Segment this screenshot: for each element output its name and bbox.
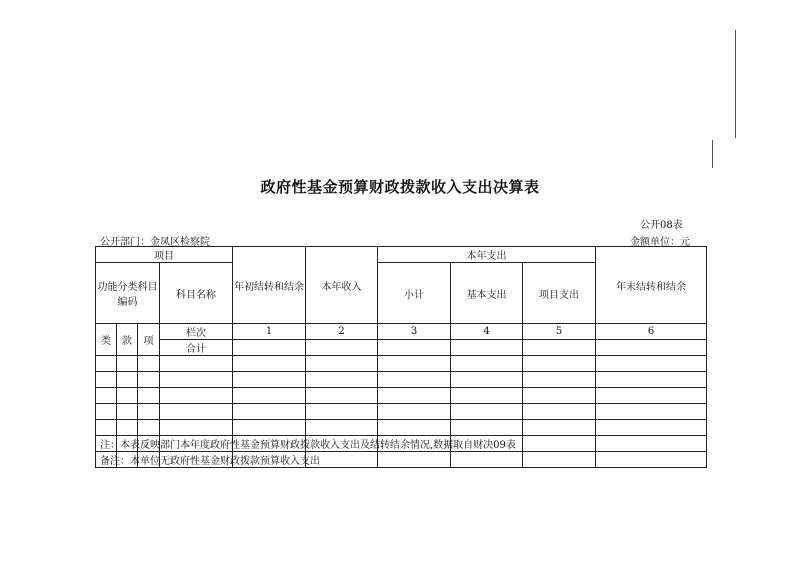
- column-number: 1: [233, 324, 306, 340]
- table-cell: [160, 372, 233, 388]
- table-cell: [160, 404, 233, 420]
- column-number: 2: [306, 324, 378, 340]
- table-cell: [117, 372, 138, 388]
- table-cell: [523, 388, 596, 404]
- table-cell: [138, 356, 160, 372]
- table-cell: [117, 420, 138, 436]
- table-cell: [596, 388, 707, 404]
- total-label: 合计: [160, 340, 233, 356]
- table-cell: [306, 356, 378, 372]
- table-cell: [138, 404, 160, 420]
- table-cell: [378, 340, 451, 356]
- header-income: 本年收入: [306, 247, 378, 324]
- table-cell: [233, 372, 306, 388]
- table-cell: [523, 436, 596, 452]
- table-cell: [117, 404, 138, 420]
- table-cell: [306, 420, 378, 436]
- table-cell: [306, 388, 378, 404]
- table-cell: [596, 372, 707, 388]
- budget-table: [95, 246, 707, 468]
- table-cell: [523, 420, 596, 436]
- header-project: 项目支出: [523, 263, 596, 324]
- header-closing-balance: 年末结转和结余: [596, 247, 707, 324]
- table-cell: [451, 404, 523, 420]
- page-edge-line: [735, 30, 736, 138]
- table-cell: [523, 452, 596, 468]
- header-expenditure: 本年支出: [378, 247, 596, 263]
- department-label: 公开部门：金凤区检察院: [100, 237, 210, 248]
- table-row: [96, 404, 707, 420]
- column-index-label: 栏次: [160, 324, 233, 340]
- table-cell: [378, 420, 451, 436]
- document-title: 政府性基金预算财政拨款收入支出决算表: [260, 178, 540, 196]
- table-cell: [306, 372, 378, 388]
- table-cell: [378, 372, 451, 388]
- table-row: [96, 356, 707, 372]
- header-kuan: 款: [117, 324, 138, 356]
- table-cell: [596, 420, 707, 436]
- table-cell: [233, 404, 306, 420]
- header-lei: 类: [96, 324, 117, 356]
- table-row: [96, 420, 707, 436]
- table-cell: [306, 404, 378, 420]
- table-cell: [233, 356, 306, 372]
- header-opening-balance: 年初结转和结余: [233, 247, 306, 324]
- table-cell: [523, 340, 596, 356]
- table-cell: [596, 404, 707, 420]
- table-cell: [138, 372, 160, 388]
- table-cell: [117, 388, 138, 404]
- table-cell: [138, 388, 160, 404]
- header-subject-name: 科目名称: [160, 263, 233, 324]
- header-basic: 基本支出: [451, 263, 523, 324]
- table-cell: [596, 452, 707, 468]
- table-cell: [378, 388, 451, 404]
- table-cell: [451, 356, 523, 372]
- header-row: [96, 247, 707, 263]
- table-cell: [233, 388, 306, 404]
- table-cell: [138, 420, 160, 436]
- table-cell: [378, 452, 451, 468]
- table-cell: [523, 372, 596, 388]
- table-cell: [596, 340, 707, 356]
- column-index-row: [96, 324, 707, 340]
- remark: 备注：本单位无政府性基金财政拨款预算收入支出: [100, 456, 320, 467]
- table-cell: [523, 356, 596, 372]
- column-number: 6: [596, 324, 707, 340]
- table-cell: [451, 452, 523, 468]
- table-cell: [160, 420, 233, 436]
- table-cell: [596, 356, 707, 372]
- table-cell: [378, 356, 451, 372]
- header-item: 项目: [96, 247, 233, 263]
- header-func-code: 功能分类科目编码: [96, 263, 160, 324]
- table-cell: [117, 356, 138, 372]
- form-number: 公开08表: [640, 220, 683, 231]
- table-row: [96, 388, 707, 404]
- table-cell: [451, 340, 523, 356]
- header-xiang: 项: [138, 324, 160, 356]
- table-cell: [160, 388, 233, 404]
- table-cell: [233, 420, 306, 436]
- table-cell: [96, 372, 117, 388]
- table-cell: [596, 436, 707, 452]
- table-cell: [96, 420, 117, 436]
- table-cell: [451, 388, 523, 404]
- table-cell: [96, 388, 117, 404]
- table-cell: [451, 420, 523, 436]
- table-cell: [96, 356, 117, 372]
- footnote: 注：本表反映部门本年度政府性基金预算财政拨款收入支出及结转结余情况,数据取自财决09表: [100, 440, 516, 451]
- table-cell: [96, 404, 117, 420]
- table-cell: [233, 340, 306, 356]
- table-cell: [160, 356, 233, 372]
- column-number: 3: [378, 324, 451, 340]
- column-number: 5: [523, 324, 596, 340]
- table-cell: [523, 404, 596, 420]
- amount-unit-label: 金额单位：元: [630, 237, 690, 248]
- table-row: [96, 372, 707, 388]
- column-number: 4: [451, 324, 523, 340]
- header-subtotal: 小计: [378, 263, 451, 324]
- page-edge-line: [712, 140, 713, 168]
- table-cell: [378, 404, 451, 420]
- total-row: [96, 340, 707, 356]
- table-cell: [306, 340, 378, 356]
- table-cell: [451, 372, 523, 388]
